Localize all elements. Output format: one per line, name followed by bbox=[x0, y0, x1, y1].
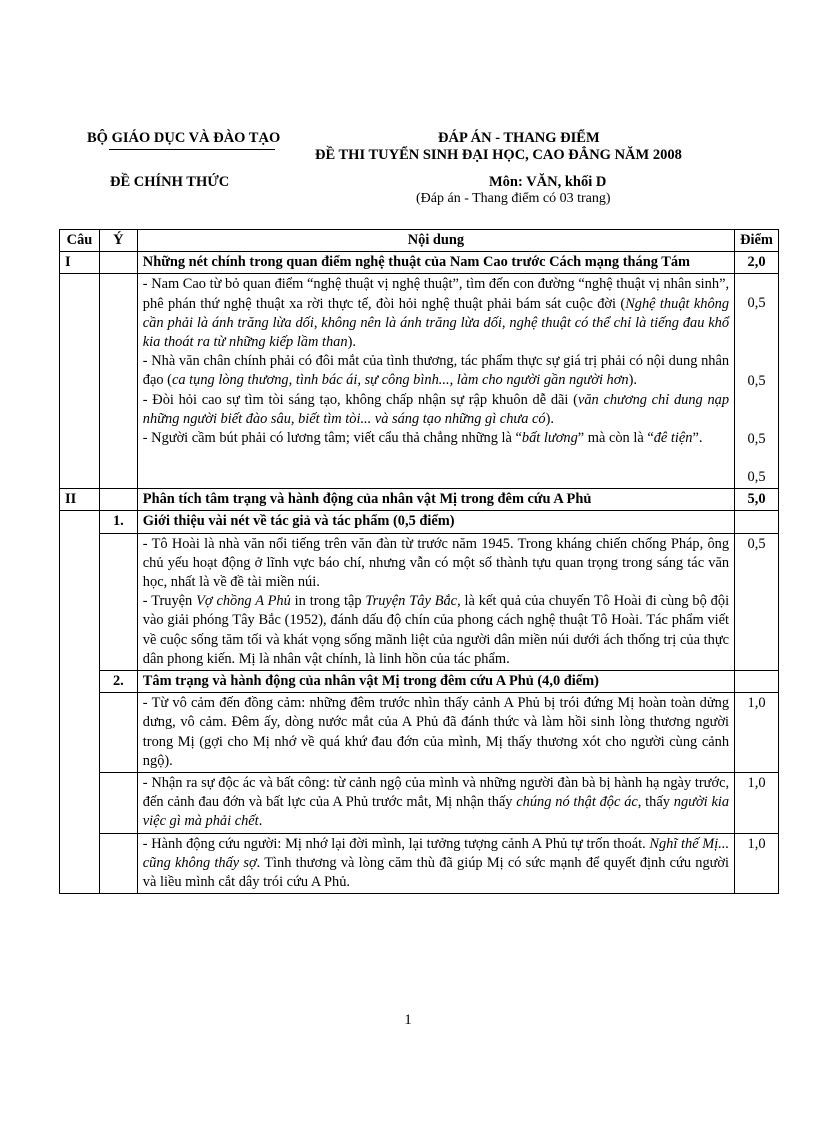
empty-cell bbox=[99, 533, 137, 670]
doc-title: ĐÁP ÁN - THANG ĐIỂM bbox=[438, 130, 600, 146]
header-cau: Câu bbox=[60, 230, 100, 252]
ministry-underline bbox=[109, 149, 275, 150]
q1-item-1-score: 0,5 bbox=[747, 295, 766, 312]
q2-part-2-number: 2. bbox=[99, 671, 137, 693]
header-y: Ý bbox=[99, 230, 137, 252]
ministry-name: BỘ GIÁO DỤC VÀ ĐÀO TẠO bbox=[87, 130, 280, 147]
q1-item-2: - Nhà văn chân chính phải có đôi mắt của tình thương, tác phẩm thực sự giá trị phải có nội dung nhân đạo (ca tụng lòng thương, tình bác ái, sự công bình..., làm cho người gần người hơn). bbox=[142, 353, 730, 389]
empty-cell bbox=[60, 511, 100, 894]
question-1-item-scores bbox=[735, 274, 779, 489]
q2-part-1-title: Giới thiệu vài nét về tác giả và tác phẩm (0,5 điểm) bbox=[137, 511, 734, 533]
official-label: ĐỀ CHÍNH THỨC bbox=[110, 174, 230, 190]
q2-part-2-item-3-score: 1,0 bbox=[735, 833, 779, 894]
q1-item-1: - Nam Cao từ bỏ quan điểm “nghệ thuật vị nghệ thuật”, tìm đến con đường “nghệ thuật vị nhân sinh”, phê phán thứ nghệ thuật xa rời thực tế, đòi hỏi nghệ thuật phải bám sát cuộc đời (Nghệ thuật không cần phải là ánh trăng lừa dối, không nên là ánh trăng lừa dối, nghệ thuật có thể chỉ là tiếng đau khổ kia thoát ra từ những kiếp lầm than). bbox=[142, 276, 730, 351]
question-1-y bbox=[99, 252, 137, 274]
q2-part-2-item-2-score: 1,0 bbox=[735, 773, 779, 834]
q1-item-4: - Người cầm bút phải có lương tâm; viết cẩu thả chẳng những là “bất lương” mà còn là “đê tiện”. bbox=[142, 430, 703, 447]
q2-part-2-title: Tâm trạng và hành động của nhân vật Mị trong đêm cứu A Phủ (4,0 điểm) bbox=[137, 671, 734, 693]
question-2-number: II bbox=[60, 489, 100, 511]
question-1-row bbox=[60, 252, 779, 274]
empty-cell bbox=[99, 693, 137, 773]
empty-cell bbox=[99, 773, 137, 834]
table-header-row bbox=[60, 230, 779, 252]
q2-part-2-item-1: - Từ vô cảm đến đồng cảm: những đêm trước nhìn thấy cảnh A Phủ bị trói đứng Mị hoàn toàn dửng dưng, vô cảm. Đêm ấy, dòng nước mắt của A Phủ đã đánh thức và làm hồi sinh lòng thương người trong Mị (gợi cho Mị nhớ về quá khứ đau đớn của mình, Mị thấy thương xót cho người cùng cảnh ngộ). bbox=[137, 693, 734, 773]
q1-item-2-score: 0,5 bbox=[747, 372, 766, 389]
question-2-score: 5,0 bbox=[735, 489, 779, 511]
page-count-note: (Đáp án - Thang điểm có 03 trang) bbox=[416, 191, 611, 206]
q2-part-2-item-2-row bbox=[60, 773, 779, 834]
q1-item-4-score: 0,5 bbox=[747, 469, 766, 486]
q2-part-1-score: 0,5 bbox=[735, 533, 779, 670]
q2-part-1-row bbox=[60, 511, 779, 533]
question-2-row bbox=[60, 489, 779, 511]
header-diem: Điểm bbox=[735, 230, 779, 252]
q1-item-3: - Đòi hỏi cao sự tìm tòi sáng tạo, không chấp nhận sự rập khuôn dễ dãi (văn chương chỉ dung nạp những người biết đào sâu, biết tìm tòi... và sáng tạo những gì chưa có). bbox=[142, 391, 730, 427]
q2-part-2-item-1-score: 1,0 bbox=[735, 693, 779, 773]
question-2-y bbox=[99, 489, 137, 511]
empty-cell bbox=[735, 511, 779, 533]
exam-title: ĐỀ THI TUYỂN SINH ĐẠI HỌC, CAO ĐẲNG NĂM 2008 bbox=[315, 147, 682, 163]
question-1-number: I bbox=[60, 252, 100, 274]
empty-cell bbox=[99, 274, 137, 489]
q2-part-1-content bbox=[137, 533, 734, 670]
q2-part-1-number: 1. bbox=[99, 511, 137, 533]
q2-part-2-row bbox=[60, 671, 779, 693]
q2-part-2-item-2: - Nhận ra sự độc ác và bất công: từ cảnh ngộ của mình và những người đàn bà bị hành hạ ngày trước, đến cảnh đau đớn và bất lực của A Phủ trước mắt, Mị nhận thấy chúng nó thật độc ác, thấy người kia việc gì mà phải chết. bbox=[137, 773, 734, 834]
question-2-title: Phân tích tâm trạng và hành động của nhân vật Mị trong đêm cứu A Phủ bbox=[137, 489, 734, 511]
answer-table bbox=[59, 229, 779, 894]
q2-part-1-content-row bbox=[60, 533, 779, 670]
question-1-content bbox=[137, 274, 734, 489]
q2-part-2-item-3: - Hành động cứu người: Mị nhớ lại đời mình, lại tưởng tượng cảnh A Phủ tự trốn thoát. Nghĩ thế Mị... cũng không thấy sợ. Tình thương và lòng căm thù đã giúp Mị có sức mạnh để quyết định cứu người và liều mình cắt dây trói cứu A Phủ. bbox=[137, 833, 734, 894]
q2-part-2-item-3-row bbox=[60, 833, 779, 894]
q1-item-3-score: 0,5 bbox=[747, 430, 766, 447]
page-number: 1 bbox=[404, 1012, 412, 1028]
question-1-score: 2,0 bbox=[735, 252, 779, 274]
empty-cell bbox=[99, 833, 137, 894]
empty-cell bbox=[735, 671, 779, 693]
question-1-content-row bbox=[60, 274, 779, 489]
q2-part-1-para-1: - Tô Hoài là nhà văn nổi tiếng trên văn đàn từ trước năm 1945. Trong kháng chiến chống Pháp, ông chủ yếu hoạt động ở lĩnh vực báo chí, nhưng vẫn có một số thành tựu quan trọng trong sáng tác văn học, nhất là về đề tài miền núi. bbox=[142, 535, 730, 591]
question-1-title: Những nét chính trong quan điểm nghệ thuật của Nam Cao trước Cách mạng tháng Tám bbox=[137, 252, 734, 274]
header-noidung: Nội dung bbox=[137, 230, 734, 252]
q2-part-1-para-2: - Truyện Vợ chồng A Phủ in trong tập Truyện Tây Bắc, là kết quả của chuyến Tô Hoài đi cùng bộ đội vào giải phóng Tây Bắc (1952), đánh dấu độ chín của phong cách nghệ thuật Tô Hoài. Tác phẩm viết về cuộc sống tăm tối và khát vọng sống mãnh liệt của người dân miền núi dưới ách thống trị của thực dân phong kiến. Mị là nhân vật chính, là linh hồn của tác phẩm. bbox=[142, 593, 730, 667]
subject-label: Môn: VĂN, khối D bbox=[489, 174, 607, 190]
empty-cell bbox=[60, 274, 100, 489]
q2-part-2-item-1-row bbox=[60, 693, 779, 773]
